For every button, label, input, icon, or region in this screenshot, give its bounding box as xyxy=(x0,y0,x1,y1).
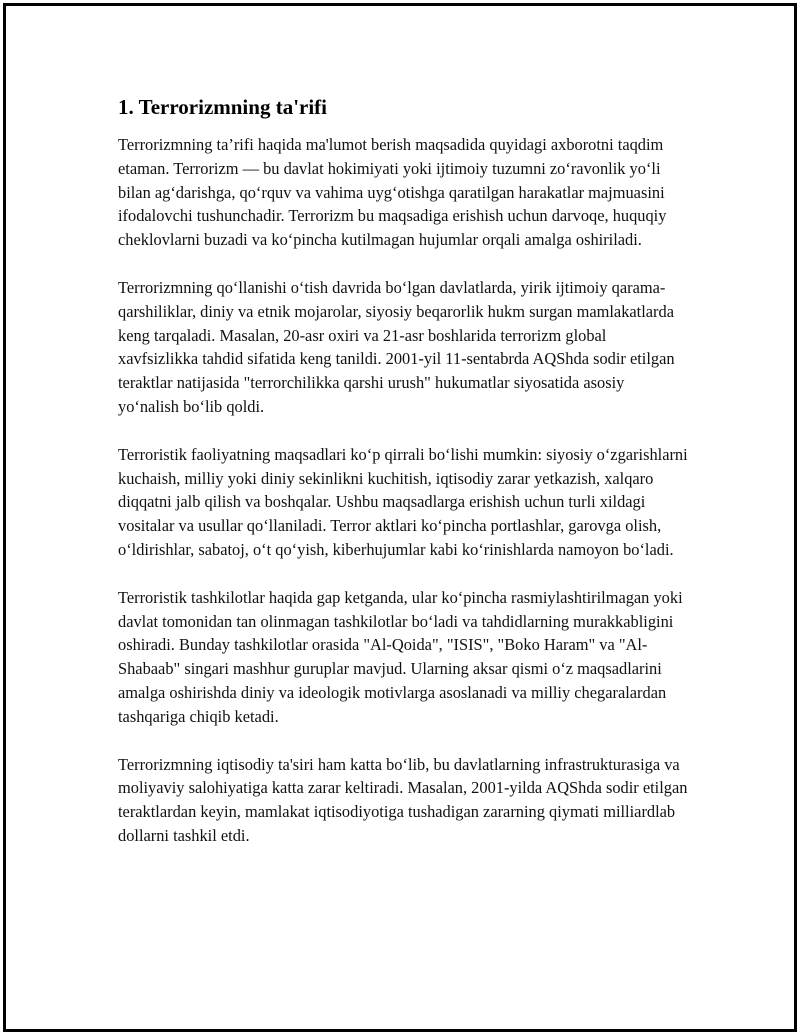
paragraph-spread: Terrorizmning qo‘llanishi o‘tish davrida bo‘lgan davlatlarda, yirik ijtimoiy qarama-qarshiliklar, diniy va etnik mojarolar, siyosiy beqarorlik hukm surgan mamlakatlarda keng tarqaladi. Masalan, 20-asr oxiri va 21-asr boshlarida terrorizm global xavfsizlikka tahdid sifatida keng tanildi. 2001-yil 11-sentabrda AQShda sodir etilgan teraktlar natijasida "terrorchilikka qarshi urush" hukumatlar siyosatida asosiy yo‘nalish bo‘lib qoldi. xyxy=(118,277,675,416)
paragraph-definition: Terrorizmning ta’rifi haqida ma'lumot berish maqsadida quyidagi axborotni taqdim etaman. Terrorizm — bu davlat hokimiyati yoki ijtimoiy tuzumni zo‘ravonlik yo‘li bilan ag‘darishga, qo‘rquv va vahima uyg‘otishga qaratilgan harakatlar majmuasini ifodalovchi tushunchadir. Terrorizm bu maqsadiga erishish uchun darvoqe, huquqiy cheklovlarni buzadi va ko‘pincha kutilmagan hujumlar orqali amalga oshiriladi. xyxy=(118,135,667,250)
paragraph-economic-impact: Terrorizmning iqtisodiy ta'siri ham katta bo‘lib, bu davlatlarning infrastrukturasiga va moliyaviy salohiyatiga katta zarar keltiradi. Masalan, 2001-yilda AQShda sodir etilgan teraktlardan keyin, mamlakat iqtisodiyotiga tushadigan zararning qiymati milliardlab dollarni tashkil etdi. xyxy=(118,754,688,845)
document-body xyxy=(118,94,688,872)
section-heading: 1. Terrorizmning ta'rifi xyxy=(118,95,328,119)
paragraph-goals: Terroristik faoliyatning maqsadlari ko‘p qirrali bo‘lishi mumkin: siyosiy o‘zgarishlarni kuchaish, milliy yoki diniy sekinlikni kuchitish, iqtisodiy zarar yetkazish, xalqaro diqqatni jalb qilish va boshqalar. Ushbu maqsadlarga erishish uchun turli xildagi vositalar va usullar qo‘llaniladi. Terror aktlari ko‘pincha portlashlar, garovga olish, o‘ldirishlar, sabatoj, o‘t qo‘yish, kiberhujumlar kabi ko‘rinishlarda namoyon bo‘ladi. xyxy=(118,444,688,559)
paragraph-organizations: Terroristik tashkilotlar haqida gap ketganda, ular ko‘pincha rasmiylashtirilmagan yoki davlat tomonidan tan olinmagan tashkilotlar bo‘ladi va tahdidlarning murakkabligini oshiradi. Bunday tashkilotlar orasida "Al-Qoida", "ISIS", "Boko Haram" va "Al-Shabaab" singari mashhur guruplar mavjud. Ularning aksar qismi o‘z maqsadlarini amalga oshirishda diniy va ideologik motivlarga asoslanadi va milliy chegaralardan tashqariga chiqib ketadi. xyxy=(118,587,683,726)
